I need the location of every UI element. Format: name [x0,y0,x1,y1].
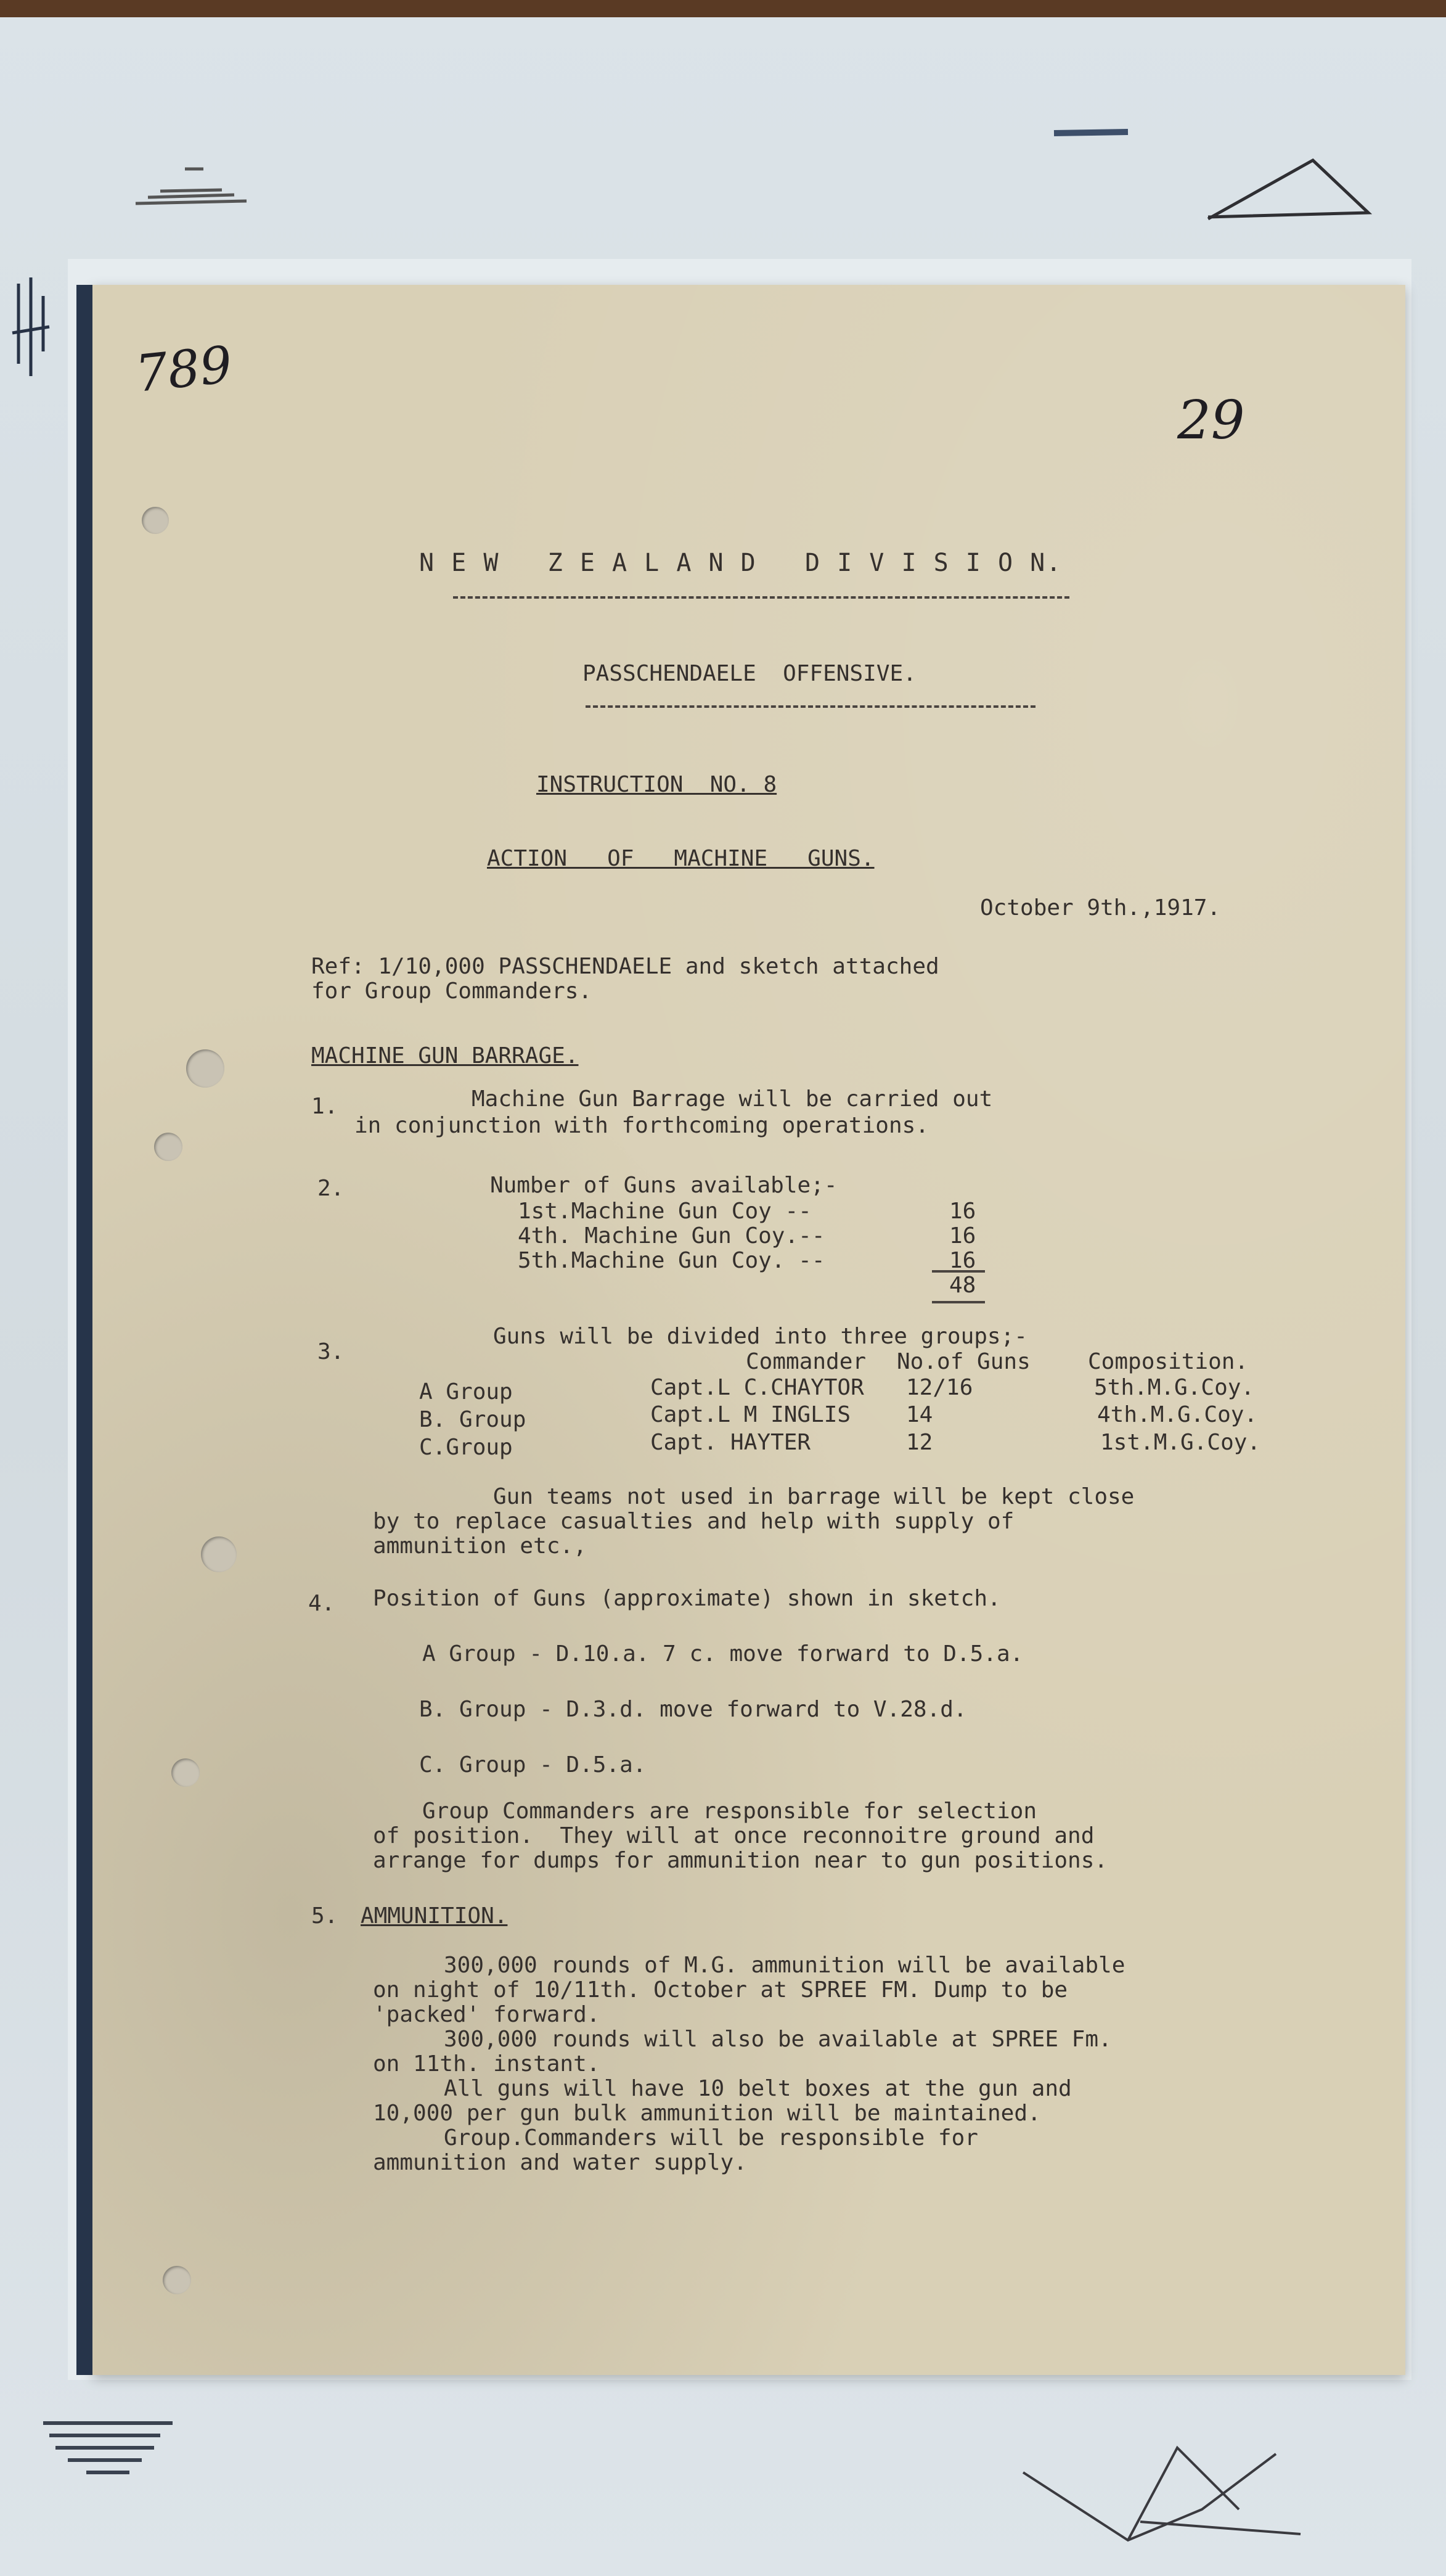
responsibility-line-1: Group Commanders are responsible for selection [422,1799,1037,1824]
guns-row-label: 4th. Machine Gun Coy.-- [518,1223,825,1249]
pencil-mark-top-center [1048,123,1134,142]
ammunition-line-9: ammunition and water supply. [373,2150,747,2175]
guns-row-label: 5th.Machine Gun Coy. -- [518,1248,825,1273]
division-underline [453,596,1069,599]
ref-line-1: Ref: 1/10,000 PASSCHENDAELE and sketch attached [311,954,939,979]
col-header-guns: No.of Guns [897,1349,1031,1374]
punch-hole [186,1049,224,1088]
ammunition-line-2: on night of 10/11th. October at SPREE FM. Dump to be [373,1977,1068,2003]
gun-teams-note-line-1: Gun teams not used in barrage will be kept close [493,1484,1135,1509]
ammunition-line-1: 300,000 rounds of M.G. ammunition will be available [444,1953,1125,1978]
group-commander: Capt.L C.CHAYTOR [650,1375,864,1400]
col-header-commander: Commander [746,1349,867,1374]
group-name: B. Group [419,1407,526,1432]
pencil-triangle-bottom-right [1017,2435,1313,2559]
group-composition: 1st.M.G.Coy. [1100,1430,1261,1455]
punch-hole [154,1133,182,1161]
para-2-number: 2. [317,1176,345,1201]
group-guns: 14 [906,1402,933,1427]
position-a-group: A Group - D.10.a. 7 c. move forward to D.5.a. [422,1641,1024,1667]
document-page [92,285,1405,2375]
offensive-title: PASSCHENDAELE OFFENSIVE. [582,661,917,686]
punch-hole [201,1536,237,1572]
punch-hole [163,2266,191,2294]
position-c-group: C. Group - D.5.a. [419,1752,647,1778]
document-date: October 9th.,1917. [980,895,1221,921]
ammunition-line-4: 300,000 rounds will also be available at SPREE Fm. [444,2027,1112,2052]
para-5-number: 5. [311,1903,338,1929]
page-number: 29 [1177,390,1245,451]
table-edge [0,0,1446,17]
instruction-title: INSTRUCTION NO. 8 [536,772,777,797]
ref-line-2: for Group Commanders. [311,978,592,1004]
group-commander: Capt. HAYTER [650,1430,811,1455]
ammunition-line-8: Group.Commanders will be responsible for [444,2125,978,2151]
folio-number: 789 [133,335,235,404]
offensive-underline [586,705,1035,708]
pencil-mark-top-left [123,154,259,216]
para-1-line-2: in conjunction with forthcoming operations. [354,1113,929,1138]
gun-teams-note-line-3: ammunition etc., [373,1533,587,1559]
group-name: A Group [419,1379,513,1405]
section-title: MACHINE GUN BARRAGE. [311,1043,579,1069]
total-double-rule [932,1301,985,1303]
group-guns: 12 [906,1430,933,1455]
subject-title: ACTION OF MACHINE GUNS. [487,846,875,871]
gun-teams-note-line-2: by to replace casualties and help with supply of [373,1509,1015,1534]
ammunition-line-3: 'packed' forward. [373,2002,600,2027]
guns-row-value: 16 [949,1199,976,1224]
para-1-number: 1. [311,1094,338,1119]
position-b-group: B. Group - D.3.d. move forward to V.28.d. [419,1697,967,1722]
responsibility-line-3: arrange for dumps for ammunition near to gun positions. [373,1848,1108,1873]
punch-hole [142,507,169,534]
guns-available-heading: Number of Guns available;- [490,1173,838,1198]
group-composition: 5th.M.G.Coy. [1094,1375,1255,1400]
punch-hole [171,1758,200,1787]
col-header-composition: Composition. [1088,1349,1249,1374]
ammunition-title: AMMUNITION. [361,1903,508,1929]
responsibility-line-2: of position. They will at once reconnoitre ground and [373,1823,1095,1848]
para-1-line-1: Machine Gun Barrage will be carried out [472,1086,993,1112]
group-commander: Capt.L M INGLIS [650,1402,851,1427]
guns-row-value: 16 [949,1248,976,1273]
positions-intro: Position of Guns (approximate) shown in sketch. [373,1586,1001,1611]
division-title: N E W Z E A L A N D D I V I S I O N. [419,549,1063,577]
pencil-mark-left-edge [0,259,68,395]
para-3-number: 3. [317,1339,345,1364]
guns-row-label: 1st.Machine Gun Coy -- [518,1199,812,1224]
groups-intro: Guns will be divided into three groups;- [493,1324,1027,1349]
group-composition: 4th.M.G.Coy. [1097,1402,1258,1427]
para-4-number: 4. [308,1591,335,1616]
ammunition-line-6: All guns will have 10 belt boxes at the gun and [444,2076,1072,2101]
ammunition-line-5: on 11th. instant. [373,2051,600,2077]
pencil-triangle-top-right [1202,148,1381,228]
group-name: C.Group [419,1435,513,1460]
group-guns: 12/16 [906,1375,973,1400]
guns-total: 48 [949,1273,976,1298]
pencil-mark-bottom-left [37,2411,185,2485]
guns-row-value: 16 [949,1223,976,1249]
ammunition-line-7: 10,000 per gun bulk ammunition will be maintained. [373,2101,1041,2126]
